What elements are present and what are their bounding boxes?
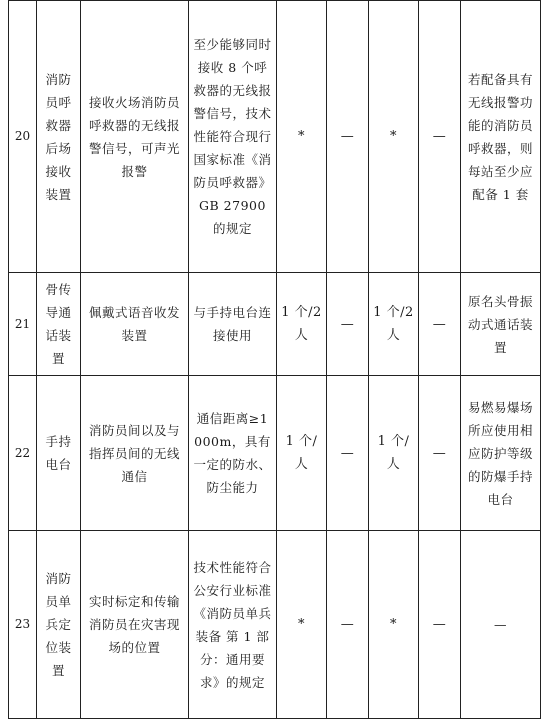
equipment-spec: 通信距离≥1000m，具有一定的防水、防尘能力 [189, 376, 277, 531]
equipment-spec: 技术性能符合公安行业标准《消防员单兵装备 第 1 部分：通用要求》的规定 [189, 531, 277, 719]
equipment-spec: 与手持电台连接使用 [189, 273, 277, 376]
quantity-col-2: — [327, 273, 369, 376]
table-row [9, 531, 541, 719]
quantity-col-1: * [277, 531, 327, 719]
equipment-function: 实时标定和传输消防员在灾害现场的位置 [81, 531, 189, 719]
row-number: 20 [9, 1, 37, 273]
row-number: 22 [9, 376, 37, 531]
table-row [9, 1, 541, 273]
equipment-name: 骨传导通话装置 [37, 273, 81, 376]
equipment-function: 接收火场消防员呼救器的无线报警信号，可声光报警 [81, 1, 189, 273]
table-row [9, 376, 541, 531]
quantity-col-3: * [369, 531, 419, 719]
quantity-col-3: 1 个/2 人 [369, 273, 419, 376]
equipment-function: 佩戴式语音收发装置 [81, 273, 189, 376]
equipment-function: 消防员间以及与指挥员间的无线通信 [81, 376, 189, 531]
quantity-col-1: 1 个/人 [277, 376, 327, 531]
quantity-col-4: — [419, 273, 461, 376]
quantity-col-1: * [277, 1, 327, 273]
equipment-name: 手持电台 [37, 376, 81, 531]
remark: 易燃易爆场所应使用相应防护等级的防爆手持电台 [461, 376, 541, 531]
quantity-col-4: — [419, 531, 461, 719]
row-number: 23 [9, 531, 37, 719]
quantity-col-3: * [369, 1, 419, 273]
quantity-col-2: — [327, 531, 369, 719]
equipment-name: 消防员呼救器后场接收装置 [37, 1, 81, 273]
remark: — [461, 531, 541, 719]
equipment-table [8, 0, 541, 719]
table-row [9, 273, 541, 376]
quantity-col-1: 1 个/2 人 [277, 273, 327, 376]
row-number: 21 [9, 273, 37, 376]
remark: 原名头骨振动式通话装置 [461, 273, 541, 376]
quantity-col-2: — [327, 376, 369, 531]
remark: 若配备具有无线报警功能的消防员呼救器，则每站至少应配备 1 套 [461, 1, 541, 273]
equipment-name: 消防员单兵定位装置 [37, 531, 81, 719]
equipment-spec: 至少能够同时接收 8 个呼救器的无线报警信号，技术性能符合现行国家标准《消防员呼救器》GB 27900 的规定 [189, 1, 277, 273]
quantity-col-3: 1 个/人 [369, 376, 419, 531]
quantity-col-4: — [419, 1, 461, 273]
quantity-col-4: — [419, 376, 461, 531]
quantity-col-2: — [327, 1, 369, 273]
